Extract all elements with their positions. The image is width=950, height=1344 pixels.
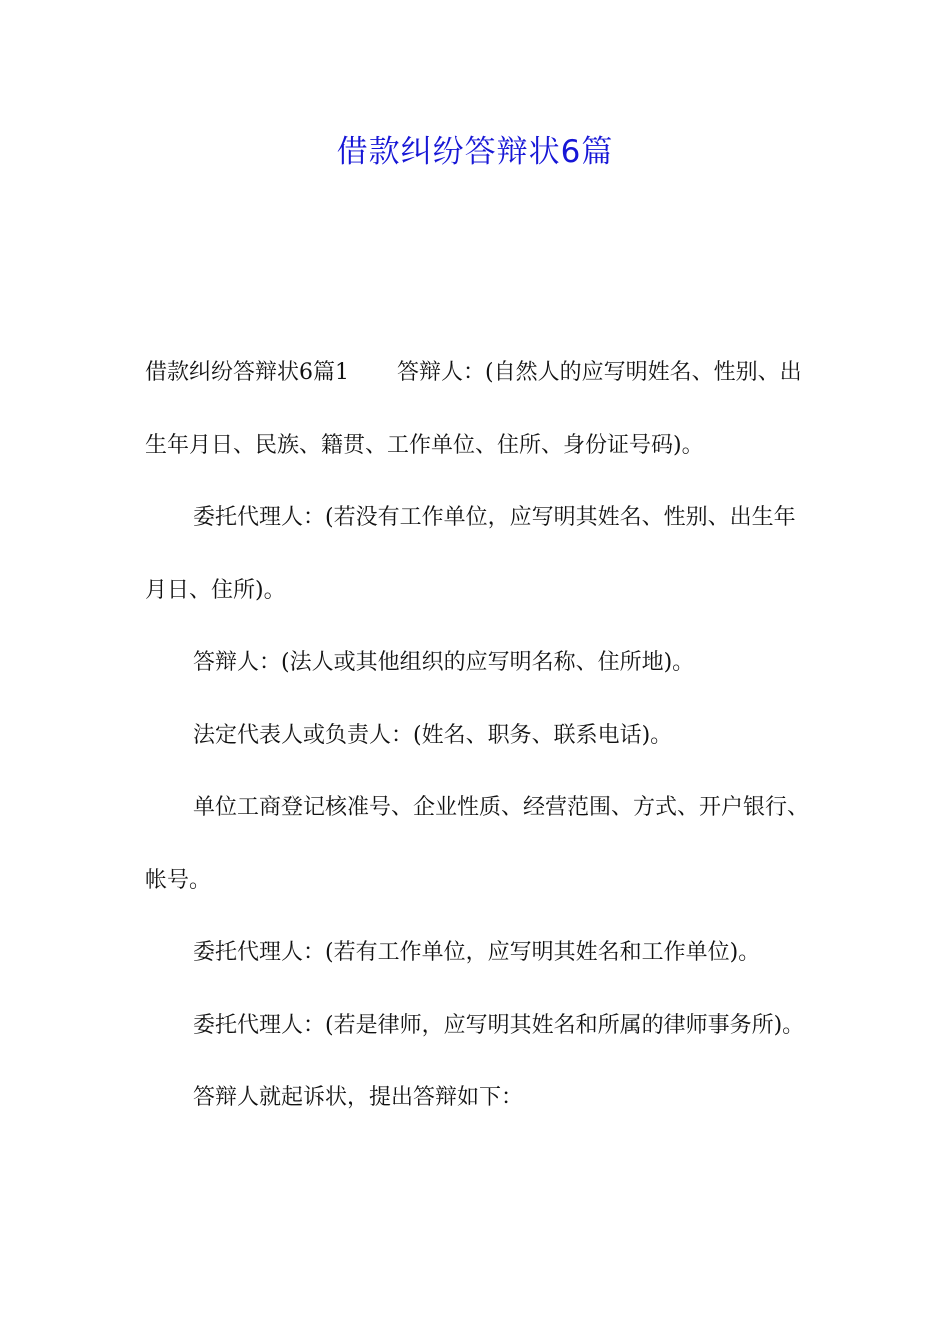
paragraph-2: 委托代理人：(若没有工作单位，应写明其姓名、性别、出生年月日、住所)。 <box>145 505 796 603</box>
document-title: 借款纠纷答辩状6篇 <box>336 134 614 170</box>
paragraph-6: 委托代理人：(若有工作单位，应写明其姓名和工作单位)。 <box>193 940 761 965</box>
paragraph-4: 法定代表人或负责人：(姓名、职务、联系电话)。 <box>193 722 673 748</box>
paragraph-text: 答辩人：(自然人的应写明姓名、性别、出生年月日、民族、籍贯、工作单位、住所、身份证号码)。 <box>145 360 802 458</box>
paragraph-3: 答辩人：(法人或其他组织的应写明名称、住所地)。 <box>193 650 695 675</box>
paragraph-7: 委托代理人：(若是律师，应写明其姓名和所属的律师事务所)。 <box>193 1012 805 1038</box>
document-body <box>145 337 815 1135</box>
paragraph-5: 单位工商登记核准号、企业性质、经营范围、方式、开户银行、帐号。 <box>145 795 810 893</box>
paragraph-8: 答辩人就起诉状，提出答辩如下： <box>193 1085 524 1110</box>
paragraph-1 <box>145 337 815 482</box>
section-heading: 借款纠纷答辩状6篇1 <box>145 360 349 385</box>
